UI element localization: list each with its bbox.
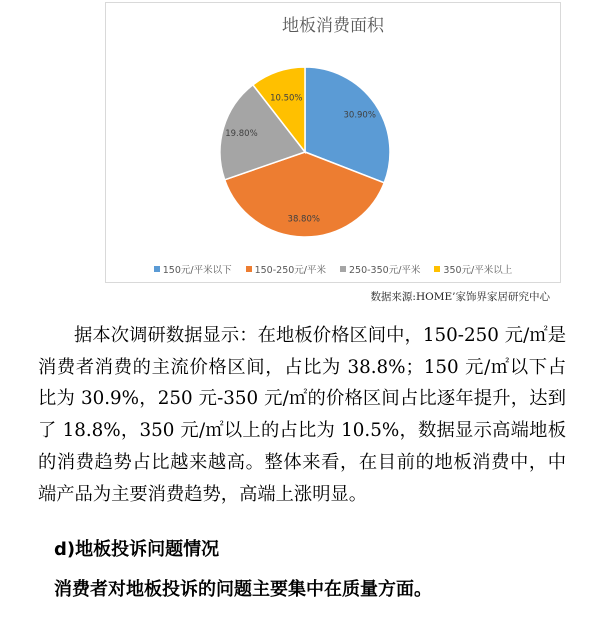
bold-statement: 消费者对地板投诉的问题主要集中在质量方面。 [54, 579, 432, 600]
pie-data-label: 38.80% [287, 214, 320, 225]
legend-label: 350元/平米以上 [443, 265, 513, 276]
section-heading: d)地板投诉问题情况 [54, 539, 220, 560]
legend-item [246, 262, 326, 276]
pie-data-label: 19.80% [225, 129, 258, 140]
source-note: 数据来源:HOME’家饰界家居研究中心 [370, 291, 550, 303]
legend-item [154, 262, 232, 276]
chart-title: 地板消费面积 [282, 16, 384, 36]
legend-label: 150-250元/平米 [254, 265, 326, 276]
legend-label: 150元/平米以下 [162, 265, 232, 276]
legend-item [340, 262, 420, 276]
pie-data-label: 30.90% [343, 110, 376, 121]
pie-chart [106, 3, 560, 282]
chart-container [105, 2, 561, 283]
legend-label: 250-350元/平米 [349, 265, 421, 276]
legend-swatch [246, 266, 252, 272]
legend-swatch [340, 266, 346, 272]
body-paragraph: 据本次调研数据显示：在地板价格区间中，150-250 元/㎡是消费者消费的主流价格区间，占比为 38.8%；150 元/㎡以下占比为 30.9%，250 元-350 元/㎡的价格区间占比逐年提升，达到了 18.8%，350 元/㎡以上的占比为 10.5%，数据显示高端地板的消费趋势占比越来越高。整体来看，在目前的地板消费中，中端产品为主要消费趋势，高端上涨明显。 [38, 325, 566, 505]
legend-swatch [434, 266, 440, 272]
legend-swatch [154, 266, 160, 272]
chart-legend [106, 262, 560, 276]
legend-item [434, 262, 512, 276]
pie-data-label: 10.50% [270, 93, 303, 104]
